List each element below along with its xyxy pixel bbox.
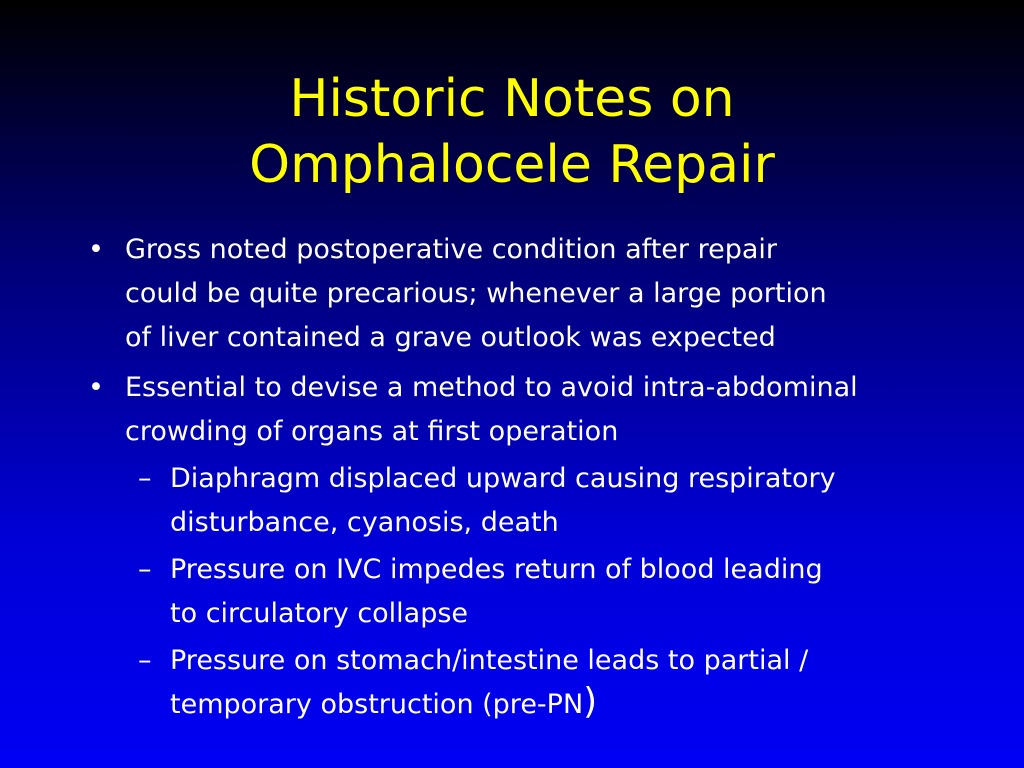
dash-icon: –	[138, 463, 152, 494]
title-line-1: Historic Notes on	[289, 69, 735, 129]
bullet-line: of liver contained a grave outlook was expected	[125, 322, 776, 353]
subbullet-line: Pressure on stomach/intestine leads to partial /	[170, 645, 809, 676]
slide-body	[88, 228, 968, 727]
subbullet-item	[88, 548, 968, 636]
bullet-dot-icon: •	[88, 234, 104, 265]
subbullet-item	[88, 457, 968, 545]
bullet-line: Essential to devise a method to avoid intra-abdominal	[125, 372, 858, 403]
dash-icon: –	[138, 645, 152, 676]
bullet-line: could be quite precarious; whenever a large portion	[125, 278, 827, 309]
dash-icon: –	[138, 554, 152, 585]
subbullet-line: to circulatory collapse	[170, 598, 469, 629]
bullet-line: Gross noted postoperative condition after repair	[125, 234, 777, 265]
slide-title	[0, 66, 1024, 198]
subbullet-line: Diaphragm displaced upward causing respiratory	[170, 463, 836, 494]
bullet-item	[88, 228, 968, 360]
subbullet-line: disturbance, cyanosis, death	[170, 507, 559, 538]
bullet-dot-icon: •	[88, 372, 104, 403]
closing-paren: )	[583, 681, 598, 722]
subbullet-line: Pressure on IVC impedes return of blood leading	[170, 554, 823, 585]
subbullet-item	[88, 639, 968, 727]
subbullet-line: temporary obstruction (pre-PN	[170, 689, 584, 720]
bullet-line: crowding of organs at first operation	[125, 416, 619, 447]
bullet-item	[88, 366, 968, 454]
title-line-2: Omphalocele Repair	[249, 135, 775, 195]
